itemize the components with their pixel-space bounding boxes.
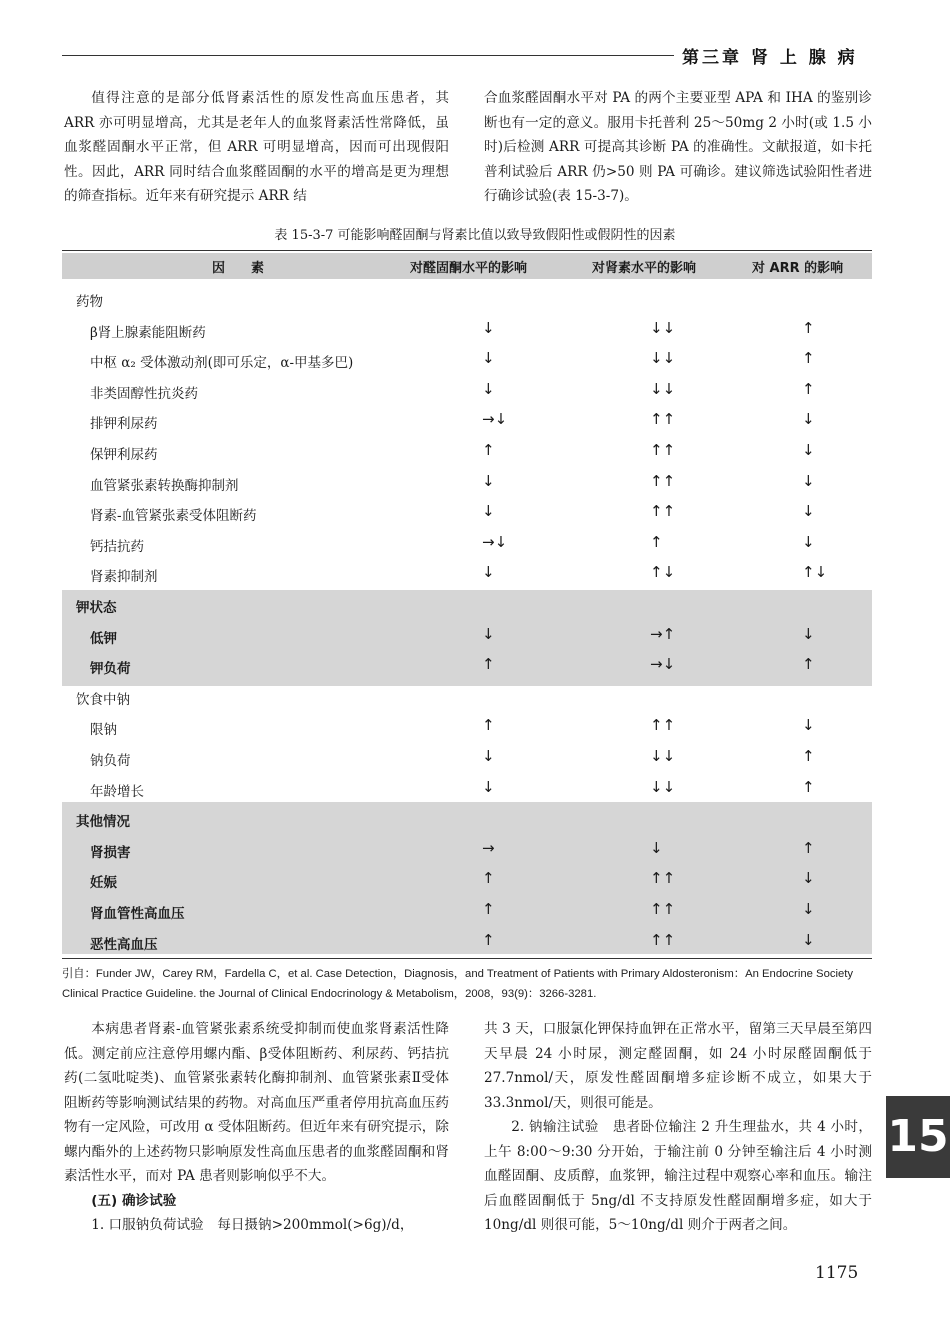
arr-effect: ↑ [802, 838, 815, 857]
factor-label: 药物 [76, 294, 103, 310]
table-row [62, 497, 872, 527]
table-row [62, 436, 872, 466]
renin-effect: ↓↓ [650, 747, 676, 765]
arr-effect: ↓ [802, 716, 815, 735]
table-category-row [62, 681, 872, 711]
bottom-left-column [64, 1017, 449, 1238]
bottom-right-column [484, 1017, 872, 1238]
body-paragraph: 共 3 天，口服氯化钾保持血钾在正常水平，留第三天早晨至第四天早晨 24 小时尿，测定醛固酮，如 24 小时尿醛固酮低于 27.7nmol/天，原发性醛固酮增多症诊断不成立，如果大于 33.3nmol/天，则很可能是。 [484, 1021, 872, 1111]
factor-label: 肾血管性高血压 [90, 906, 185, 922]
renin-effect: ↓↓ [650, 379, 676, 398]
aldosterone-effect: ↓ [482, 318, 495, 337]
page-number: 1175 [815, 1263, 859, 1283]
renin-effect: ↑ [650, 532, 663, 551]
table-category-row [62, 803, 872, 833]
arr-effect: ↓ [802, 471, 815, 490]
aldosterone-effect: →↓ [482, 532, 508, 551]
renin-effect: ↑↑ [650, 930, 676, 949]
arr-effect: ↑↓ [802, 563, 828, 582]
renin-effect: →↑ [650, 624, 676, 643]
table-row [62, 467, 872, 497]
arr-effect: ↓ [802, 441, 815, 459]
aldosterone-effect: ↓ [482, 563, 495, 582]
renin-effect: ↑↓ [650, 563, 676, 582]
table-row [62, 405, 872, 435]
body-paragraph: 值得注意的是部分低肾素活性的原发性高血压患者，其 ARR 亦可明显增高，尤其是老年人的血浆肾素活性常降低，虽血浆醛固酮水平正常，但 ARR 可明显增高，因而可出现假阳性。因此，ARR 同时结合血浆醛固酮的水平的增高是更为理想的筛查指标。近年来有研究提示 ARR 结 [64, 90, 449, 204]
table-row [62, 834, 872, 864]
factor-label: 排钾利尿药 [90, 416, 158, 433]
aldosterone-effect: ↓ [482, 502, 495, 521]
table-row [62, 375, 872, 405]
factor-label: 妊娠 [90, 875, 117, 892]
arr-effect: ↓ [802, 930, 815, 949]
table-row [62, 711, 872, 741]
renin-effect: ↑↑ [650, 471, 676, 490]
table-row [62, 864, 872, 894]
table-caption: 表 15-3-7 可能影响醛固酮与肾素比值以致导致假阳性或假阴性的因素 [274, 228, 676, 243]
factor-label: 恶性高血压 [90, 936, 158, 953]
header-rule [62, 55, 674, 56]
factor-label: 钠负荷 [90, 753, 131, 769]
factor-label: 中枢 α₂ 受体激动剂(即可乐定，α-甲基多巴) [90, 355, 354, 372]
table-row [62, 742, 872, 772]
factor-label: 钾负荷 [90, 661, 131, 678]
aldosterone-effect: ↑ [482, 900, 495, 918]
factor-label: 非类固醇性抗炎药 [90, 385, 198, 402]
table-top-rule [62, 250, 872, 251]
chapter-thumb-tab: 15 [886, 1096, 950, 1178]
table-row [62, 344, 872, 374]
factor-label: 钾状态 [76, 600, 117, 616]
renin-effect: ↑↑ [650, 716, 676, 735]
renin-effect: →↓ [650, 655, 676, 674]
factor-label: 饮食中钠 [76, 691, 130, 708]
arr-effect: ↓ [802, 502, 815, 521]
header-factor: 因 素 [212, 261, 265, 276]
arr-effect: ↑ [802, 349, 815, 368]
aldosterone-effect: ↓ [482, 624, 495, 643]
aldosterone-effect: ↑ [482, 930, 495, 949]
top-left-column [64, 86, 449, 209]
aldosterone-effect: ↓ [482, 471, 495, 490]
chapter-header: 第三章 肾 上 腺 病 [682, 48, 858, 68]
factor-label: 年龄增长 [90, 783, 144, 800]
renin-effect: ↑↑ [650, 869, 676, 888]
factor-label: 血管紧张素转换酶抑制剂 [90, 477, 239, 494]
table-row [62, 528, 872, 558]
table-row [62, 558, 872, 588]
table-row [62, 650, 872, 680]
table-header-row [62, 253, 872, 279]
arr-effect: ↑ [802, 655, 815, 674]
header-aldosterone: 对醛固酮水平的影响 [410, 261, 528, 276]
factor-label: 钙拮抗药 [90, 538, 144, 555]
table-row [62, 773, 872, 803]
factor-label: 肾素抑制剂 [90, 569, 158, 586]
arr-effect: ↓ [802, 410, 815, 429]
arr-effect: ↑ [802, 379, 815, 398]
body-paragraph: 合血浆醛固酮水平对 PA 的两个主要亚型 APA 和 IHA 的鉴别诊断也有一定的意义。服用卡托普利 25～50mg 2 小时(或 1.5 小时)后检测 ARR 可提高其诊断 PA 的准确性。文献报道，如卡托普利试验后 ARR 仍>50 则 PA 可确诊。建议筛选试验阳性者进行确诊试验(表 15-3-7)。 [484, 90, 872, 204]
body-paragraph: 1. 口服钠负荷试验 每日摄钠>200mmol(>6g)/d， [91, 1217, 414, 1233]
arr-effect: ↓ [802, 624, 815, 643]
arr-effect: ↓ [802, 900, 815, 918]
table-row [62, 620, 872, 650]
factor-label: 限钠 [90, 722, 117, 739]
aldosterone-effect: ↑ [482, 716, 495, 735]
source-citation: 引自：Funder JW，Carey RM，Fardella C，et al. Case Detection，Diagnosis，and Treatment of Patients with Primary Aldosteronism：An Endocrine Society Clinical Practice Guideline. the Journal of Clinical Endocrinology & Metabolism，2008，93(9)：3266-3281. [62, 968, 854, 1000]
body-paragraph: 本病患者肾素-血管紧张素系统受抑制而使血浆肾素活性降低。测定前应注意停用螺内酯、β受体阻断药、利尿药、钙拮抗药(二氢吡啶类)、血管紧张素转化酶抑制剂、血管紧张素Ⅱ受体阻断药等影响测试结果的药物。对高血压严重者停用抗高血压药物有一定风险，可改用 α 受体阻断药。但近年来有研究提示，除螺内酯外的上述药物只影响原发性高血压患者的血浆醛固酮和肾素活性水平，而对 PA 患者则影响似乎不大。 [64, 1021, 449, 1184]
renin-effect: ↓↓ [650, 318, 676, 337]
renin-effect: ↑↑ [650, 441, 676, 459]
header-renin: 对肾素水平的影响 [592, 261, 697, 276]
table-row [62, 926, 872, 956]
section-subheading: (五) 确诊试验 [91, 1192, 177, 1209]
factor-label: 肾损害 [90, 844, 131, 861]
aldosterone-effect: ↓ [482, 349, 495, 368]
aldosterone-effect: ↓ [482, 747, 495, 765]
aldosterone-effect: →↓ [482, 410, 508, 429]
aldosterone-effect: ↑ [482, 869, 495, 888]
table-category-row [62, 589, 872, 619]
factor-label: 肾素-血管紧张素受体阻断药 [90, 508, 257, 525]
aldosterone-effect: → [482, 838, 495, 857]
arr-effect: ↑ [802, 318, 815, 337]
factor-label: 其他情况 [76, 814, 130, 831]
renin-effect: ↑↑ [650, 502, 676, 521]
renin-effect: ↑↑ [650, 410, 676, 429]
factor-label: β肾上腺素能阻断药 [90, 324, 206, 341]
arr-effect: ↓ [802, 532, 815, 551]
table-category-row [62, 283, 872, 313]
factor-label: 保钾利尿药 [90, 447, 158, 463]
renin-effect: ↓↓ [650, 777, 676, 796]
aldosterone-effect: ↓ [482, 777, 495, 796]
arr-effect: ↓ [802, 869, 815, 888]
body-paragraph: 2. 钠输注试验 患者卧位输注 2 升生理盐水，共 4 小时，上午 8:00～9:30 分开始，于输注前 0 分钟至输注后 4 小时测血醛固酮、皮质醇，血浆钾，输注过程中观察心率和血压。输注后血醛固酮低于 5ng/dl 不支持原发性醛固酮增多症，如大于 10ng/dl 则很可能，5～10ng/dl 则介于两者之间。 [484, 1119, 872, 1233]
table-bottom-rule [62, 958, 872, 959]
aldosterone-effect: ↓ [482, 379, 495, 398]
top-right-column [484, 86, 872, 209]
factor-label: 低钾 [90, 630, 117, 647]
aldosterone-effect: ↑ [482, 441, 495, 459]
aldosterone-effect: ↑ [482, 655, 495, 674]
table-row [62, 895, 872, 925]
renin-effect: ↑↑ [650, 900, 676, 918]
table-row [62, 314, 872, 344]
renin-effect: ↓↓ [650, 349, 676, 368]
arr-effect: ↑ [802, 747, 815, 765]
arr-effect: ↑ [802, 777, 815, 796]
renin-effect: ↓ [650, 838, 663, 857]
header-arr: 对 ARR 的影响 [752, 261, 844, 276]
